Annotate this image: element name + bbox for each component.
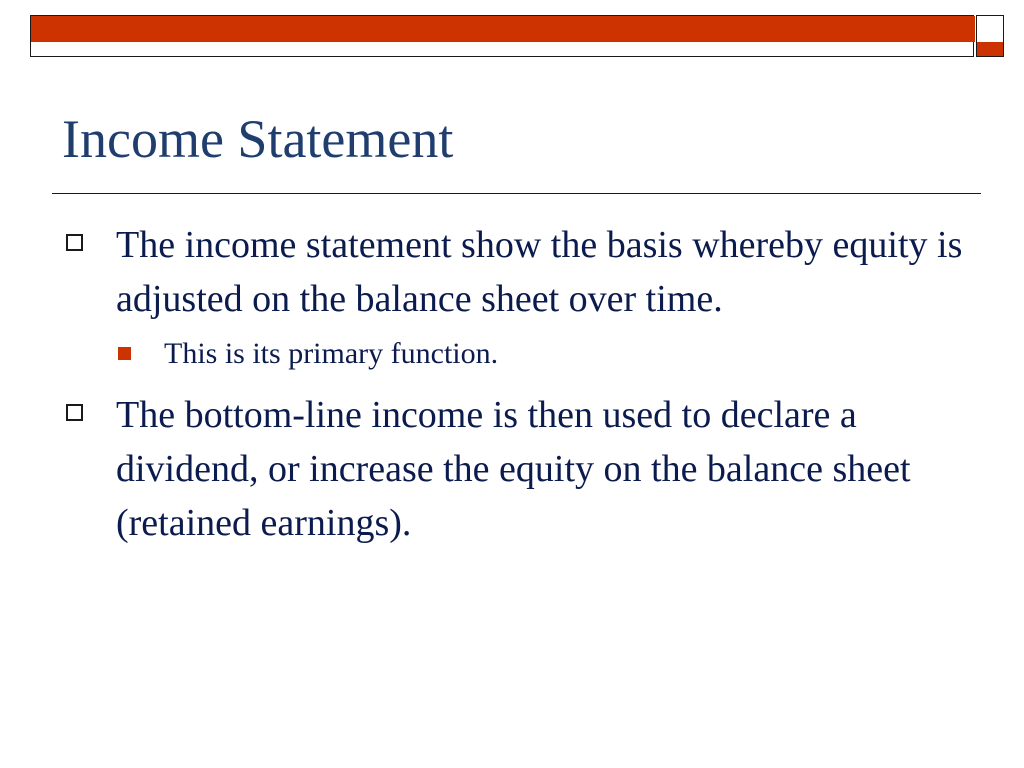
corner-decorative-fill (977, 42, 1003, 56)
top-decorative-bar (31, 16, 975, 42)
filled-square-icon (118, 347, 131, 360)
bullet-item-2 (64, 388, 974, 550)
bullet-item-1 (64, 218, 974, 326)
hollow-square-icon (66, 404, 83, 421)
sub-bullet-text-1: This is its primary function. (164, 337, 499, 370)
bullet-text-2: The bottom-line income is then used to declare a dividend, or increase the equity on the balance sheet (retained earnings). (116, 394, 911, 544)
sub-bullet-item-1 (64, 332, 974, 376)
slide-title: Income Statement (62, 109, 454, 169)
slide-content (64, 218, 974, 556)
title-divider (52, 193, 981, 194)
hollow-square-icon (66, 234, 83, 251)
bullet-text-1: The income statement show the basis whereby equity is adjusted on the balance sheet over time. (116, 224, 963, 320)
